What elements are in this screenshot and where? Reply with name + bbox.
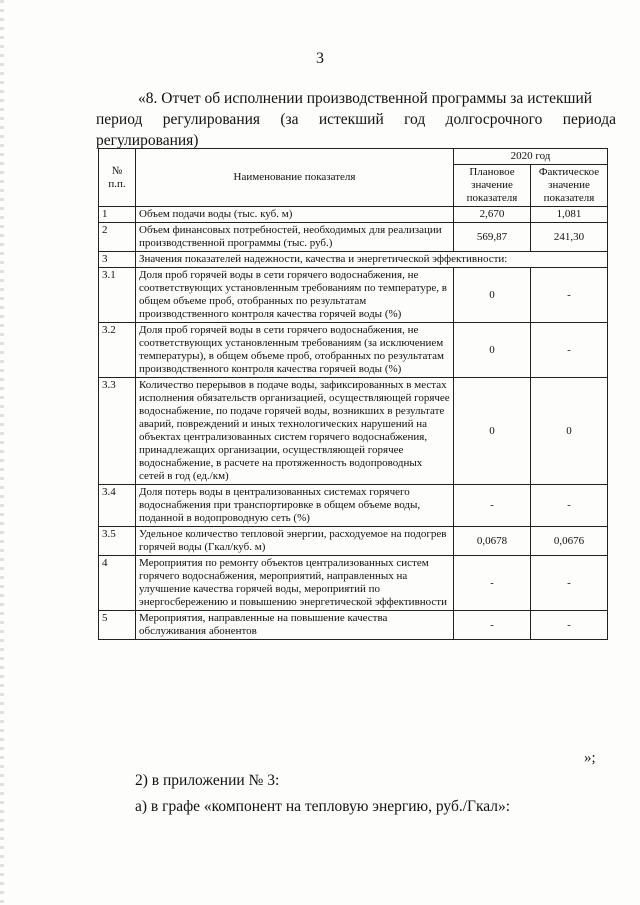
- heading-line-2: период регулирования (за истекший год долгосрочного периода: [96, 111, 616, 128]
- row-num: 3.4: [99, 485, 136, 527]
- row-name: Удельное количество тепловой энергии, расходуемое на подогрев горячей воды (Гкал/куб. м): [136, 527, 454, 556]
- section-heading: [96, 88, 616, 151]
- item-2a: а) в графе «компонент на тепловую энергию, руб./Гкал»:: [135, 798, 511, 815]
- row-plan: 569,87: [454, 223, 531, 252]
- row-fact: 1,081: [531, 207, 608, 223]
- row-fact: -: [531, 611, 608, 640]
- col-header-name: Наименование показателя: [136, 149, 454, 207]
- closing-quote: »;: [584, 750, 596, 766]
- row-num: 3.1: [99, 268, 136, 323]
- row-name: Значения показателей надежности, качества и энергетической эффективности:: [136, 252, 608, 268]
- col-header-fact: Фактическое значение показателя: [531, 165, 608, 207]
- row-fact: -: [531, 556, 608, 611]
- row-name: Мероприятия, направленные на повышение качества обслуживания абонентов: [136, 611, 454, 640]
- row-fact: -: [531, 268, 608, 323]
- row-fact: -: [531, 323, 608, 378]
- row-plan: -: [454, 485, 531, 527]
- row-fact: -: [531, 485, 608, 527]
- row-plan: 0: [454, 378, 531, 485]
- row-plan: 0: [454, 268, 531, 323]
- row-plan: 0,0678: [454, 527, 531, 556]
- row-num: 1: [99, 207, 136, 223]
- row-name: Объем финансовых потребностей, необходимых для реализации производственной программы (тыс. руб.): [136, 223, 454, 252]
- row-name: Доля потерь воды в централизованных системах горячего водоснабжения при транспортировке в общем объеме воды, поданной в водопроводную сеть (%): [136, 485, 454, 527]
- row-fact: 0,0676: [531, 527, 608, 556]
- row-num: 3: [99, 252, 136, 268]
- table-row: [99, 207, 608, 223]
- page-number: 3: [316, 50, 324, 67]
- row-plan: -: [454, 556, 531, 611]
- item-2: 2) в приложении № 3:: [135, 772, 280, 789]
- row-name: Доля проб горячей воды в сети горячего водоснабжения, не соответствующих установленным требованиям по температуре, в общем объеме проб, отобранных по результатам производственного контроля качества горячей воды (%): [136, 268, 454, 323]
- row-fact: 0: [531, 378, 608, 485]
- table-row: [99, 252, 608, 268]
- row-name: Мероприятия по ремонту объектов централизованных систем горячего водоснабжения, мероприятий, направленных на улучшение качества горячей воды, мероприятий по энергосбережению и повышению энергетической эффективности: [136, 556, 454, 611]
- row-name: Объем подачи воды (тыс. куб. м): [136, 207, 454, 223]
- row-fact: 241,30: [531, 223, 608, 252]
- row-name: Доля проб горячей воды в сети горячего водоснабжения, не соответствующих установленным требованиям (за исключением температуры), в общем объеме проб, отобранных по результатам производственного контроля качества горячей воды (%): [136, 323, 454, 378]
- table-row: [99, 611, 608, 640]
- row-num: 4: [99, 556, 136, 611]
- row-num: 3.2: [99, 323, 136, 378]
- heading-line-1: «8. Отчет об исполнении производственной программы за истекший: [138, 90, 593, 107]
- table-row: [99, 378, 608, 485]
- row-plan: 0: [454, 323, 531, 378]
- col-header-plan: Плановое значение показателя: [454, 165, 531, 207]
- row-name: Количество перерывов в подаче воды, зафиксированных в местах исполнения обязательств организацией, осуществляющей горячее водоснабжение, по подаче горячей воды, возникших в результате аварий, повреждений и иных технологических нарушений на объектах централизованных систем горячего водоснабжения, принадлежащих организации, осуществляющей горячее водоснабжение, в расчете на протяженность водопроводных сетей в год (ед./км): [136, 378, 454, 485]
- table-row: [99, 323, 608, 378]
- scan-edge: [0, 0, 4, 905]
- col-header-num: № п.п.: [99, 149, 136, 207]
- row-plan: 2,670: [454, 207, 531, 223]
- row-num: 3.3: [99, 378, 136, 485]
- table-row: [99, 223, 608, 252]
- row-num: 5: [99, 611, 136, 640]
- row-num: 3.5: [99, 527, 136, 556]
- table-row: [99, 485, 608, 527]
- table-row: [99, 268, 608, 323]
- col-header-year: 2020 год: [454, 149, 608, 165]
- row-num: 2: [99, 223, 136, 252]
- row-plan: -: [454, 611, 531, 640]
- table-row: [99, 556, 608, 611]
- production-program-table: [98, 148, 608, 640]
- table-row: [99, 527, 608, 556]
- heading-line-3: регулирования): [96, 132, 199, 149]
